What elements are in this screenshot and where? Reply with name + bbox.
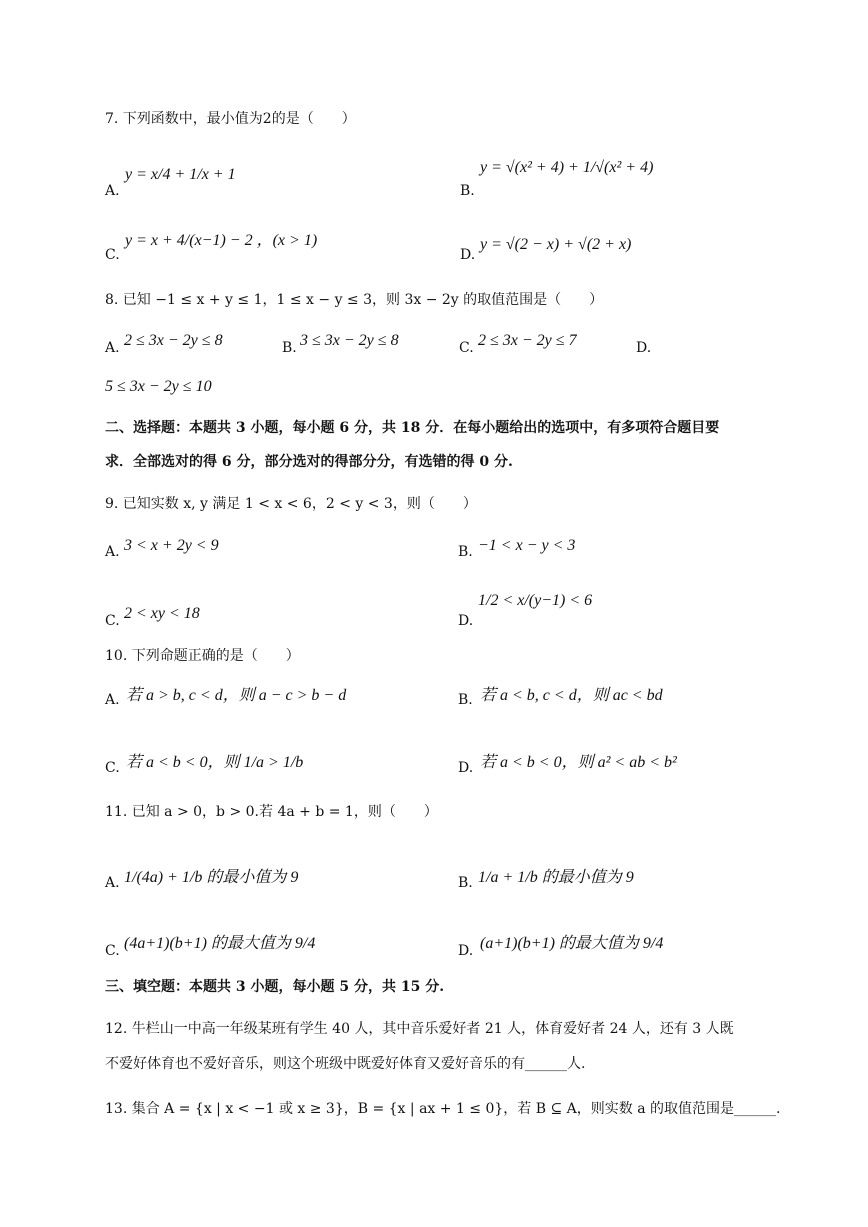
- q11-option-b-expr: 1/a + 1/b 的最小值为 9: [478, 869, 634, 886]
- section-2-heading-line1: 二、选择题：本题共 3 小题，每小题 6 分，共 18 分．在每小题给出的选项中，有多项符合题目要: [105, 420, 720, 436]
- q8-option-d-label: D.: [636, 340, 652, 356]
- q10-stem: 10. 下列命题正确的是（ ）: [105, 648, 300, 664]
- q13-line1: 13. 集合 A = {x | x < −1 或 x ≥ 3}，B = {x | ax + 1 ≤ 0}，若 B ⊆ A，则实数 a 的取值范围是______.: [105, 1101, 781, 1117]
- q7-option-b-expr: y = √(x² + 4) + 1/√(x² + 4): [480, 159, 654, 176]
- q9-option-d-label: D.: [458, 613, 474, 629]
- q8-option-a-label: A.: [105, 340, 120, 356]
- q7-option-b-label: B.: [460, 183, 475, 199]
- q11-stem: 11. 已知 a > 0，b > 0.若 4a + b = 1，则（ ）: [105, 804, 438, 820]
- q11-option-d-expr: (a+1)(b+1) 的最大值为 9/4: [480, 935, 664, 952]
- q12-line2: 不爱好体育也不爱好音乐，则这个班级中既爱好体育又爱好音乐的有______人.: [105, 1056, 586, 1072]
- q10-option-c-label: C.: [105, 760, 120, 776]
- q12-line1: 12. 牛栏山一中高一年级某班有学生 40 人，其中音乐爱好者 21 人，体育爱好者 24 人，还有 3 人既: [105, 1021, 734, 1037]
- q7-option-d-expr: y = √(2 − x) + √(2 + x): [480, 236, 632, 253]
- q11-option-d-label: D.: [458, 943, 474, 959]
- q11-option-b-label: B.: [458, 875, 473, 891]
- q9-option-b-expr: −1 < x − y < 3: [478, 537, 576, 554]
- q9-stem: 9. 已知实数 x, y 满足 1 < x < 6，2 < y < 3，则（ ）: [105, 496, 477, 512]
- q10-option-b-expr: 若 a < b, c < d，则 ac < bd: [480, 687, 663, 704]
- section-3-heading: 三、填空题：本题共 3 小题，每小题 5 分，共 15 分.: [105, 979, 445, 995]
- q9-option-a-expr: 3 < x + 2y < 9: [124, 537, 219, 554]
- q7-option-c-expr: y = x + 4/(x−1) − 2 ，(x > 1): [125, 232, 318, 249]
- q10-option-c-expr: 若 a < b < 0，则 1/a > 1/b: [126, 754, 304, 771]
- q9-option-c-label: C.: [105, 613, 120, 629]
- q9-option-c-expr: 2 < xy < 18: [124, 605, 200, 622]
- q10-option-a-label: A.: [105, 692, 120, 708]
- q7-stem: 7. 下列函数中，最小值为2的是（ ）: [105, 111, 356, 127]
- q7-option-c-label: C.: [105, 247, 120, 263]
- q8-stem: 8. 已知 −1 ≤ x + y ≤ 1，1 ≤ x − y ≤ 3，则 3x − 2y 的取值范围是（ ）: [105, 292, 604, 308]
- q10-option-d-label: D.: [458, 760, 474, 776]
- q8-option-c-label: C.: [459, 340, 474, 356]
- q8-option-b-expr: 3 ≤ 3x − 2y ≤ 8: [300, 332, 399, 349]
- q9-option-d-expr: 1/2 < x/(y−1) < 6: [478, 592, 593, 609]
- q11-option-c-expr: (4a+1)(b+1) 的最大值为 9/4: [124, 935, 316, 952]
- q7-option-d-label: D.: [460, 247, 476, 263]
- q11-option-a-expr: 1/(4a) + 1/b 的最小值为 9: [124, 869, 299, 886]
- q9-option-b-label: B.: [458, 544, 473, 560]
- q9-option-a-label: A.: [105, 544, 120, 560]
- section-2-heading-line2: 求．全部选对的得 6 分，部分选对的得部分分，有选错的得 0 分.: [105, 454, 513, 470]
- q8-option-a-expr: 2 ≤ 3x − 2y ≤ 8: [124, 332, 223, 349]
- q10-option-a-expr: 若 a > b, c < d，则 a − c > b − d: [126, 687, 347, 704]
- q8-option-b-label: B.: [282, 340, 297, 356]
- q7-option-a-label: A.: [105, 183, 120, 199]
- q11-option-c-label: C.: [105, 943, 120, 959]
- q11-option-a-label: A.: [105, 875, 120, 891]
- q10-option-d-expr: 若 a < b < 0，则 a² < ab < b²: [480, 754, 677, 771]
- q8-option-d-expr: 5 ≤ 3x − 2y ≤ 10: [105, 378, 212, 395]
- q8-option-c-expr: 2 ≤ 3x − 2y ≤ 7: [478, 332, 577, 349]
- q7-option-a-expr: y = x/4 + 1/x + 1: [125, 166, 236, 183]
- q10-option-b-label: B.: [458, 692, 473, 708]
